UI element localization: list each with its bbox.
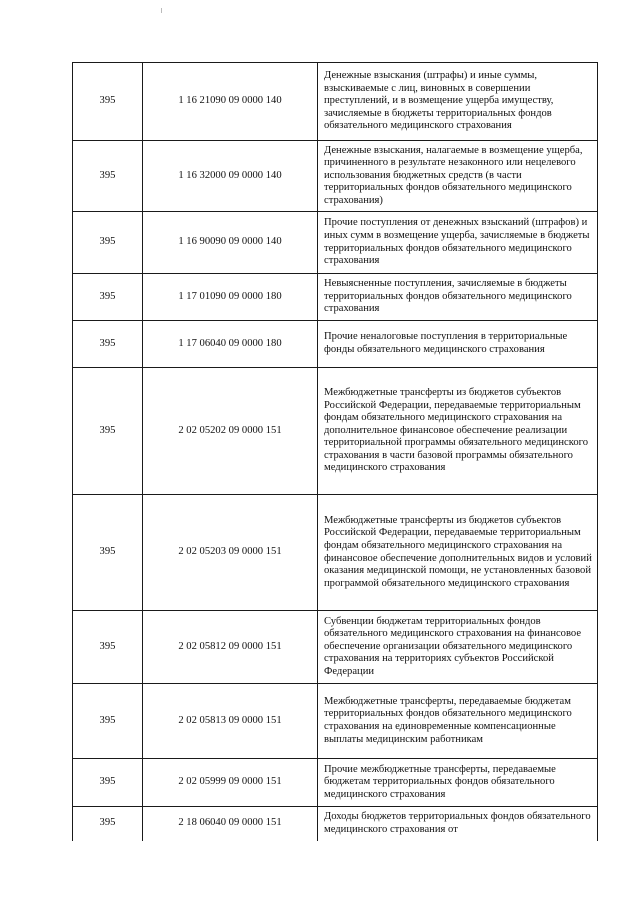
admin-code-cell: 395 (73, 212, 143, 274)
table-row (73, 63, 598, 141)
revenue-name-cell: Невыясненные поступления, зачисляемые в бюджеты территориальных фондов обязательного медицинского страхования (318, 274, 598, 321)
budget-code-cell: 1 16 21090 09 0000 140 (143, 63, 318, 141)
revenue-name-cell: Денежные взыскания, налагаемые в возмещение ущерба, причиненного в результате незаконного или нецелевого использования бюджетных средств (в части территориальных фондов обязательного медицинского страхования) (318, 141, 598, 212)
table-row (73, 684, 598, 759)
budget-code-cell: 1 17 01090 09 0000 180 (143, 274, 318, 321)
table-row (73, 141, 598, 212)
admin-code-cell: 395 (73, 141, 143, 212)
admin-code-cell: 395 (73, 63, 143, 141)
table-row (73, 759, 598, 807)
table-row (73, 212, 598, 274)
budget-code-cell: 2 02 05202 09 0000 151 (143, 368, 318, 495)
admin-code-cell: 395 (73, 807, 143, 841)
budget-code-cell: 1 17 06040 09 0000 180 (143, 321, 318, 368)
budget-code-cell: 2 02 05812 09 0000 151 (143, 611, 318, 684)
revenue-name-cell: Прочие неналоговые поступления в территориальные фонды обязательного медицинского страхования (318, 321, 598, 368)
admin-code-cell: 395 (73, 611, 143, 684)
table-row (73, 807, 598, 841)
table-row (73, 321, 598, 368)
revenue-name-cell: Денежные взыскания (штрафы) и иные суммы, взыскиваемые с лиц, виновных в совершении преступлений, и в возмещение ущерба имуществу, зачисляемые в бюджеты территориальных фондов обязательного медицинского страхования (318, 63, 598, 141)
budget-code-cell: 1 16 32000 09 0000 140 (143, 141, 318, 212)
admin-code-cell: 395 (73, 759, 143, 807)
budget-code-cell: 1 16 90090 09 0000 140 (143, 212, 318, 274)
table-row (73, 611, 598, 684)
revenue-name-cell: Прочие поступления от денежных взысканий (штрафов) и иных сумм в возмещение ущерба, зачисляемые в бюджеты территориальных фондов обязательного медицинского страхования (318, 212, 598, 274)
table-row (73, 495, 598, 611)
budget-code-cell: 2 18 06040 09 0000 151 (143, 807, 318, 841)
revenue-name-cell: Прочие межбюджетные трансферты, передаваемые бюджетам территориальных фондов обязательного медицинского страхования (318, 759, 598, 807)
admin-code-cell: 395 (73, 321, 143, 368)
revenue-name-cell: Доходы бюджетов территориальных фондов обязательного медицинского страхования от (318, 807, 598, 841)
admin-code-cell: 395 (73, 368, 143, 495)
admin-code-cell: 395 (73, 495, 143, 611)
budget-code-cell: 2 02 05203 09 0000 151 (143, 495, 318, 611)
admin-code-cell: 395 (73, 274, 143, 321)
admin-code-cell: 395 (73, 684, 143, 759)
table-row (73, 274, 598, 321)
revenue-name-cell: Субвенции бюджетам территориальных фондов обязательного медицинского страхования на финансовое обеспечение организации обязательного медицинского страхования на территориях субъектов Российской Федерации (318, 611, 598, 684)
revenue-codes-table (72, 62, 598, 841)
revenue-name-cell: Межбюджетные трансферты из бюджетов субъектов Российской Федерации, передаваемые территориальным фондам обязательного медицинского страхования на дополнительное финансовое обеспечение реализации территориальной программы обязательного медицинского страхования в части базовой программы обязательного медицинского страхования (318, 368, 598, 495)
revenue-name-cell: Межбюджетные трансферты из бюджетов субъектов Российской Федерации, передаваемые территориальным фондам обязательного медицинского страхования на финансовое обеспечение дополнительных видов и условий оказания медицинской помощи, не установленных базовой программой обязательного медицинского страхования (318, 495, 598, 611)
page-mark (161, 8, 162, 13)
table-row (73, 368, 598, 495)
budget-code-cell: 2 02 05999 09 0000 151 (143, 759, 318, 807)
budget-code-cell: 2 02 05813 09 0000 151 (143, 684, 318, 759)
revenue-name-cell: Межбюджетные трансферты, передаваемые бюджетам территориальных фондов обязательного медицинского страхования на единовременные компенсационные выплаты медицинским работникам (318, 684, 598, 759)
